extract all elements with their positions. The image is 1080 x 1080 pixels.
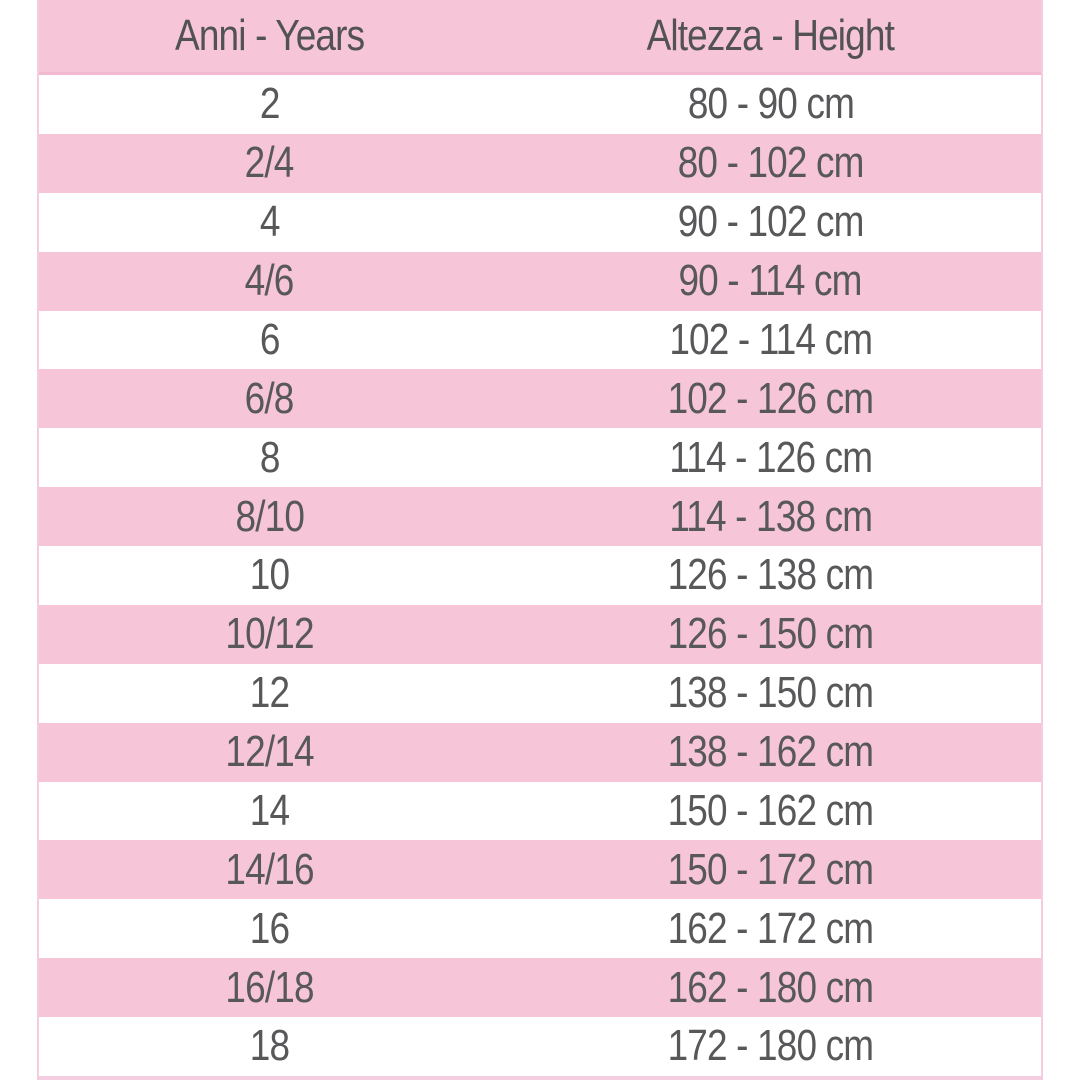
cell-years [39, 432, 500, 482]
cell-height-value: 80 - 102 cm [677, 138, 864, 188]
cell-height [500, 373, 1041, 423]
table-row [39, 487, 1041, 546]
table-row [39, 311, 1041, 370]
cell-years [39, 668, 500, 718]
cell-years-value: 4/6 [245, 256, 294, 306]
cell-years [39, 491, 500, 541]
table-row [39, 428, 1041, 487]
cell-years [39, 373, 500, 423]
cell-years [39, 1021, 500, 1071]
table-row [39, 1017, 1041, 1076]
table-header-row [39, 0, 1041, 75]
cell-years [39, 314, 500, 364]
cell-height-value: 150 - 172 cm [667, 844, 874, 894]
cell-height-value: 138 - 162 cm [667, 727, 874, 777]
cell-years-value: 8 [259, 432, 280, 482]
cell-height-value: 102 - 126 cm [667, 373, 874, 423]
cell-height-value: 162 - 172 cm [667, 903, 874, 953]
table-row [39, 664, 1041, 723]
table-row [39, 723, 1041, 782]
cell-height-value: 90 - 102 cm [677, 197, 864, 247]
table-row [39, 840, 1041, 899]
cell-years [39, 962, 500, 1012]
cell-height [500, 903, 1041, 953]
cell-years [39, 550, 500, 600]
cell-years-value: 12/14 [225, 727, 314, 777]
cell-years [39, 844, 500, 894]
cell-years-value: 12 [249, 668, 290, 718]
table-row [39, 782, 1041, 841]
cell-years-value: 14 [249, 785, 290, 835]
cell-height [500, 609, 1041, 659]
cell-years [39, 197, 500, 247]
cell-years-value: 10 [249, 550, 290, 600]
cell-height-value: 90 - 114 cm [678, 256, 863, 306]
cell-height [500, 962, 1041, 1012]
table-row [39, 134, 1041, 193]
cell-height-value: 114 - 138 cm [668, 491, 872, 541]
cell-height [500, 1021, 1041, 1071]
cell-height-value: 126 - 150 cm [667, 609, 874, 659]
cell-height [500, 844, 1041, 894]
cell-height [500, 550, 1041, 600]
cell-height [500, 256, 1041, 306]
cell-years-value: 8/10 [235, 491, 304, 541]
cell-height [500, 138, 1041, 188]
table-row [39, 369, 1041, 428]
cell-height [500, 314, 1041, 364]
cell-height-value: 114 - 126 cm [668, 432, 872, 482]
cell-years [39, 903, 500, 953]
cell-height-value: 102 - 114 cm [668, 314, 872, 364]
cell-years-value: 14/16 [225, 844, 314, 894]
column-header-years-label: Anni - Years [174, 11, 365, 60]
cell-years-value: 2/4 [245, 138, 294, 188]
cell-height [500, 432, 1041, 482]
cell-height [500, 668, 1041, 718]
cell-height-value: 172 - 180 cm [667, 1021, 874, 1071]
cell-years-value: 18 [249, 1021, 290, 1071]
table-row [39, 75, 1041, 134]
cell-years-value: 10/12 [225, 609, 314, 659]
cell-years [39, 785, 500, 835]
cell-years-value: 6/8 [245, 373, 294, 423]
cell-height-value: 126 - 138 cm [667, 550, 874, 600]
cell-height-value: 138 - 150 cm [667, 668, 874, 718]
cell-years [39, 727, 500, 777]
cell-years [39, 609, 500, 659]
column-header-height-label: Altezza - Height [646, 11, 895, 60]
table-row [39, 546, 1041, 605]
cell-years [39, 138, 500, 188]
column-header-years [39, 11, 500, 60]
cell-height [500, 727, 1041, 777]
cell-years-value: 16 [249, 903, 290, 953]
table-row [39, 605, 1041, 664]
table-row [39, 252, 1041, 311]
cell-height [500, 79, 1041, 129]
cell-height-value: 150 - 162 cm [667, 785, 874, 835]
column-header-height [500, 11, 1041, 60]
cell-height [500, 197, 1041, 247]
table-row [39, 193, 1041, 252]
cell-years-value: 16/18 [225, 962, 314, 1012]
cell-height [500, 491, 1041, 541]
cell-years [39, 256, 500, 306]
cell-years-value: 4 [259, 197, 280, 247]
cell-height-value: 162 - 180 cm [667, 962, 874, 1012]
cell-years [39, 79, 500, 129]
cell-years-value: 6 [259, 314, 280, 364]
size-table [37, 0, 1043, 1080]
cell-height-value: 80 - 90 cm [687, 79, 854, 129]
table-row [39, 958, 1041, 1017]
table-row [39, 899, 1041, 958]
cell-years-value: 2 [259, 79, 280, 129]
table-body [39, 75, 1041, 1076]
cell-height [500, 785, 1041, 835]
